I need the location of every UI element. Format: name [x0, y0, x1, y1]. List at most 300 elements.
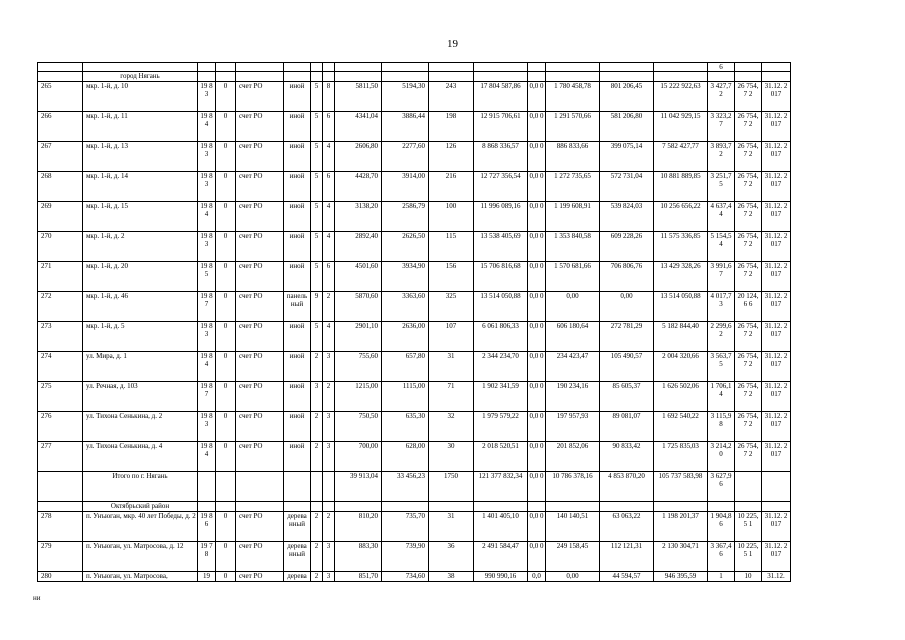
cell-cost: 13 538 405,69	[474, 232, 528, 262]
total-area1: 39 913,04	[335, 472, 382, 502]
cell-cost: 1 401 405,10	[474, 512, 528, 542]
cell-a2: 657,80	[382, 352, 429, 382]
housing-register-table	[37, 62, 791, 582]
cell-mat: иной	[284, 412, 311, 442]
cell-n: 278	[38, 512, 83, 542]
cell-c3: 1 570 681,66	[546, 262, 600, 292]
cell-c5: 10 881 889,85	[654, 172, 708, 202]
cell-addr: мкр. 1-й, д. 20	[83, 262, 198, 292]
cell-fund: счет РО	[236, 292, 284, 322]
table-row	[38, 512, 791, 542]
cell-c4: 105 490,57	[600, 352, 654, 382]
cell-date: 31.12. 2017	[762, 172, 791, 202]
cell-c5: 2 004 320,66	[654, 352, 708, 382]
cell-c3: 0,00	[546, 572, 600, 582]
cell-fund: счет РО	[236, 262, 284, 292]
cell-date: 31.12. 2017	[762, 412, 791, 442]
cell-fund: счет РО	[236, 172, 284, 202]
cell-c2: 0,0 0	[528, 412, 546, 442]
cell-a2: 3363,60	[382, 292, 429, 322]
cell-c2: 0,0 0	[528, 292, 546, 322]
cell-p: 216	[429, 172, 474, 202]
cell-c2: 0,0 0	[528, 142, 546, 172]
footer-text: ни	[33, 594, 41, 602]
cell-year: 19 83	[198, 82, 216, 112]
cell-c4: 112 121,31	[600, 542, 654, 572]
cell-fl: 5	[311, 112, 323, 142]
cell-year: 19 86	[198, 512, 216, 542]
cell-c4: 63 063,22	[600, 512, 654, 542]
cell-z: 0	[216, 292, 236, 322]
cell-mat: дерева	[284, 572, 311, 582]
cell-n: 276	[38, 412, 83, 442]
cell-mat: иной	[284, 232, 311, 262]
cell-mat: иной	[284, 262, 311, 292]
cell-z: 0	[216, 142, 236, 172]
cell-fl: 2	[311, 412, 323, 442]
table-row	[38, 572, 791, 582]
cell-a1: 750,50	[335, 412, 382, 442]
total-c4: 4 853 870,20	[600, 472, 654, 502]
cell-en: 2	[323, 512, 335, 542]
cell-c3: 1 199 608,91	[546, 202, 600, 232]
cell-a1: 3138,20	[335, 202, 382, 232]
cell-mat: дерева нный	[284, 542, 311, 572]
total-cost: 121 377 832,34	[474, 472, 528, 502]
cell-fl: 3	[311, 382, 323, 412]
cell-cost: 1 979 579,22	[474, 412, 528, 442]
cell-addr: ул. Тихона Сенькина, д. 2	[83, 412, 198, 442]
cell-year: 19 84	[198, 202, 216, 232]
cell-p: 30	[429, 442, 474, 472]
cell-cost: 2 344 234,70	[474, 352, 528, 382]
cell-mat: иной	[284, 172, 311, 202]
section-row	[38, 502, 791, 512]
table-row	[38, 352, 791, 382]
cell-a2: 3914,00	[382, 172, 429, 202]
cell-year: 19	[198, 572, 216, 582]
cell-p: 325	[429, 292, 474, 322]
cell-p: 198	[429, 112, 474, 142]
cell-year: 19 87	[198, 382, 216, 412]
page-number: 19	[447, 38, 458, 50]
cell-cost: 17 804 587,86	[474, 82, 528, 112]
cell-c5: 1 692 540,22	[654, 412, 708, 442]
cell-a2: 2277,60	[382, 142, 429, 172]
cell-p: 243	[429, 82, 474, 112]
cell-c6: 3 115,9 8	[708, 412, 735, 442]
cell-date: 31.12. 2017	[762, 262, 791, 292]
cell-cost: 15 706 816,68	[474, 262, 528, 292]
cell-a1: 700,00	[335, 442, 382, 472]
table-row	[38, 142, 791, 172]
cell-cost: 2 018 520,51	[474, 442, 528, 472]
cell-z: 0	[216, 512, 236, 542]
cell-year: 19 83	[198, 412, 216, 442]
cell-c6: 3 367,4 6	[708, 542, 735, 572]
cell-c3: 140 140,51	[546, 512, 600, 542]
cell-a1: 2892,40	[335, 232, 382, 262]
cell-c7: 10 225,5 1	[735, 542, 762, 572]
cell-a2: 3934,90	[382, 262, 429, 292]
cell-mat: иной	[284, 352, 311, 382]
cell-n: 266	[38, 112, 83, 142]
cell-c5: 2 130 304,71	[654, 542, 708, 572]
cell-c7: 10	[735, 572, 762, 582]
cell-c2: 0,0 0	[528, 512, 546, 542]
cell-c7: 26 754,7 2	[735, 262, 762, 292]
total-row	[38, 472, 791, 502]
cell-c4: 572 731,04	[600, 172, 654, 202]
cell-p: 31	[429, 512, 474, 542]
cell-fl: 5	[311, 202, 323, 232]
cell-c6: 3 323,2 7	[708, 112, 735, 142]
cell-p: 126	[429, 142, 474, 172]
cell-n: 273	[38, 322, 83, 352]
cell-n: 280	[38, 572, 83, 582]
cell-z: 0	[216, 112, 236, 142]
cell-z: 0	[216, 542, 236, 572]
cell-year: 19 84	[198, 352, 216, 382]
cell-c5: 1 725 835,03	[654, 442, 708, 472]
cell-a1: 4341,04	[335, 112, 382, 142]
section-row	[38, 72, 791, 82]
cell-c2: 0,0 0	[528, 202, 546, 232]
cell-c7: 26 754,7 2	[735, 202, 762, 232]
cell-c6: 3 893,7 2	[708, 142, 735, 172]
cell-fl: 9	[311, 292, 323, 322]
cell-c7: 26 754,7 2	[735, 112, 762, 142]
cell-z: 0	[216, 442, 236, 472]
cell-en: 4	[323, 142, 335, 172]
cell-date: 31.12. 2017	[762, 292, 791, 322]
cell-en: 3	[323, 542, 335, 572]
table-row	[38, 412, 791, 442]
cell-z: 0	[216, 412, 236, 442]
cell-c5: 1 626 502,06	[654, 382, 708, 412]
cell-c5: 5 182 844,40	[654, 322, 708, 352]
cell-c4: 609 228,26	[600, 232, 654, 262]
cell-c4: 706 806,76	[600, 262, 654, 292]
cell-c4: 90 833,42	[600, 442, 654, 472]
cell-mat: иной	[284, 202, 311, 232]
cell-mat: иной	[284, 382, 311, 412]
cell-fund: счет РО	[236, 382, 284, 412]
cell-en: 6	[323, 172, 335, 202]
cell-en: 2	[323, 292, 335, 322]
cell-addr: мкр. 1-й, д. 15	[83, 202, 198, 232]
cell-year: 19 83	[198, 232, 216, 262]
cell-year: 19 84	[198, 442, 216, 472]
cell-a1: 851,70	[335, 572, 382, 582]
table-row	[38, 292, 791, 322]
cell-z: 0	[216, 322, 236, 352]
cell-fund: счет РО	[236, 412, 284, 442]
cell-c2: 0,0 0	[528, 82, 546, 112]
cell-c5: 1 198 201,37	[654, 512, 708, 542]
cell-a2: 5194,30	[382, 82, 429, 112]
cell-c2: 0,0 0	[528, 352, 546, 382]
cell-p: 107	[429, 322, 474, 352]
cell-n: 271	[38, 262, 83, 292]
cell-fund: счет РО	[236, 202, 284, 232]
cell-fund: счет РО	[236, 142, 284, 172]
cell-mat: дерева нный	[284, 512, 311, 542]
cell-c7: 20 124,6 6	[735, 292, 762, 322]
cell-c7: 26 754,7 2	[735, 382, 762, 412]
cell-cost: 1 902 341,59	[474, 382, 528, 412]
cell-c5: 7 582 427,77	[654, 142, 708, 172]
cell-a2: 3886,44	[382, 112, 429, 142]
cell-c3: 190 234,16	[546, 382, 600, 412]
cell-addr: мкр. 1-й, д. 13	[83, 142, 198, 172]
cell-fund: счет РО	[236, 352, 284, 382]
cell-p: 115	[429, 232, 474, 262]
cell-en: 4	[323, 322, 335, 352]
cell-p: 31	[429, 352, 474, 382]
cell-date: 31.12. 2017	[762, 442, 791, 472]
cell-addr: п. Унъюган, ул. Матросова, д. 12	[83, 542, 198, 572]
cell-fund: счет РО	[236, 82, 284, 112]
cell-a1: 5870,60	[335, 292, 382, 322]
cell-z: 0	[216, 82, 236, 112]
cell-addr: мкр. 1-й, д. 11	[83, 112, 198, 142]
cell-a1: 755,60	[335, 352, 382, 382]
cell-cost: 990 990,16	[474, 572, 528, 582]
cell-addr: п. Унъюган, мкр. 40 лет Победы, д. 2	[83, 512, 198, 542]
cell-addr: мкр. 1-й, д. 46	[83, 292, 198, 322]
cell-a1: 883,30	[335, 542, 382, 572]
cell-year: 19 83	[198, 172, 216, 202]
cell-c7: 26 754,7 2	[735, 352, 762, 382]
cell-z: 0	[216, 172, 236, 202]
cell-c7: 10 225,5 1	[735, 512, 762, 542]
cell-c2: 0,0 0	[528, 112, 546, 142]
cell-z: 0	[216, 232, 236, 262]
cell-c2: 0,0	[528, 572, 546, 582]
header-cell: 6	[708, 63, 735, 72]
cell-date: 31.12. 2017	[762, 82, 791, 112]
cell-a2: 635,30	[382, 412, 429, 442]
cell-c4: 0,00	[600, 292, 654, 322]
cell-a2: 734,60	[382, 572, 429, 582]
cell-c2: 0,0 0	[528, 542, 546, 572]
cell-date: 31.12. 2017	[762, 202, 791, 232]
cell-a2: 735,70	[382, 512, 429, 542]
total-c5: 105 737 583,98	[654, 472, 708, 502]
cell-date: 31.12. 2017	[762, 542, 791, 572]
cell-year: 19 84	[198, 112, 216, 142]
cell-fund: счет РО	[236, 512, 284, 542]
cell-c2: 0,0 0	[528, 262, 546, 292]
cell-c5: 10 256 656,22	[654, 202, 708, 232]
cell-a1: 1215,00	[335, 382, 382, 412]
cell-c2: 0,0 0	[528, 322, 546, 352]
cell-c6: 4 017,7 3	[708, 292, 735, 322]
cell-c3: 197 957,93	[546, 412, 600, 442]
table-row	[38, 112, 791, 142]
cell-fl: 2	[311, 442, 323, 472]
cell-cost: 2 491 584,47	[474, 542, 528, 572]
cell-c3: 1 272 735,65	[546, 172, 600, 202]
cell-fl: 2	[311, 352, 323, 382]
cell-mat: панель ный	[284, 292, 311, 322]
cell-mat: иной	[284, 442, 311, 472]
cell-date: 31.12.	[762, 572, 791, 582]
cell-en: 4	[323, 202, 335, 232]
cell-n: 272	[38, 292, 83, 322]
cell-date: 31.12. 2017	[762, 352, 791, 382]
cell-c3: 1 353 840,58	[546, 232, 600, 262]
cell-en: 3	[323, 442, 335, 472]
cell-c6: 1 904,8 6	[708, 512, 735, 542]
table-row	[38, 232, 791, 262]
cell-a2: 2636,00	[382, 322, 429, 352]
cell-mat: иной	[284, 322, 311, 352]
cell-cost: 8 868 336,57	[474, 142, 528, 172]
cell-c5: 11 042 929,15	[654, 112, 708, 142]
cell-addr: ул. Тихона Сенькина, д. 4	[83, 442, 198, 472]
cell-c6: 3 427,7 2	[708, 82, 735, 112]
cell-n: 265	[38, 82, 83, 112]
cell-en: 2	[323, 382, 335, 412]
cell-fl: 2	[311, 572, 323, 582]
cell-c6: 1 706,1 4	[708, 382, 735, 412]
cell-date: 31.12. 2017	[762, 512, 791, 542]
cell-en: 6	[323, 262, 335, 292]
total-people: 1750	[429, 472, 474, 502]
cell-mat: иной	[284, 142, 311, 172]
cell-en: 6	[323, 112, 335, 142]
section-title: город Нягань	[83, 72, 198, 82]
cell-c3: 201 852,06	[546, 442, 600, 472]
cell-c7: 26 754,7 2	[735, 232, 762, 262]
table-row	[38, 322, 791, 352]
cell-a1: 4428,70	[335, 172, 382, 202]
table-row	[38, 442, 791, 472]
cell-c5: 15 222 922,63	[654, 82, 708, 112]
cell-c2: 0,0 0	[528, 232, 546, 262]
cell-c3: 249 158,45	[546, 542, 600, 572]
cell-cost: 12 727 356,54	[474, 172, 528, 202]
cell-c6: 2 299,6 2	[708, 322, 735, 352]
cell-c4: 89 081,07	[600, 412, 654, 442]
cell-a1: 2901,10	[335, 322, 382, 352]
cell-addr: мкр. 1-й, д. 2	[83, 232, 198, 262]
cell-c2: 0,0 0	[528, 442, 546, 472]
cell-date: 31.12. 2017	[762, 232, 791, 262]
cell-p: 156	[429, 262, 474, 292]
cell-en: 8	[323, 82, 335, 112]
cell-fl: 5	[311, 142, 323, 172]
cell-addr: ул. Речная, д. 103	[83, 382, 198, 412]
cell-cost: 13 514 050,88	[474, 292, 528, 322]
table-row	[38, 542, 791, 572]
cell-z: 0	[216, 382, 236, 412]
cell-fund: счет РО	[236, 442, 284, 472]
cell-fund: счет РО	[236, 322, 284, 352]
cell-n: 270	[38, 232, 83, 262]
cell-addr: мкр. 1-й, д. 14	[83, 172, 198, 202]
table-row	[38, 82, 791, 112]
cell-a2: 1115,00	[382, 382, 429, 412]
cell-fund: счет РО	[236, 542, 284, 572]
cell-c3: 1 291 570,66	[546, 112, 600, 142]
cell-a1: 4501,60	[335, 262, 382, 292]
cell-c6: 3 214,2 0	[708, 442, 735, 472]
cell-c2: 0,0 0	[528, 382, 546, 412]
cell-c4: 272 781,29	[600, 322, 654, 352]
cell-c6: 4 637,4 4	[708, 202, 735, 232]
cell-c4: 581 206,80	[600, 112, 654, 142]
cell-n: 275	[38, 382, 83, 412]
cell-c5: 11 575 336,85	[654, 232, 708, 262]
cell-year: 19 78	[198, 542, 216, 572]
cell-c7: 26 754,7 2	[735, 82, 762, 112]
cell-z: 0	[216, 262, 236, 292]
cell-fl: 5	[311, 232, 323, 262]
cell-c4: 44 594,57	[600, 572, 654, 582]
cell-n: 268	[38, 172, 83, 202]
cell-c3: 886 833,66	[546, 142, 600, 172]
cell-date: 31.12. 2017	[762, 142, 791, 172]
cell-cost: 11 996 089,16	[474, 202, 528, 232]
cell-mat: иной	[284, 112, 311, 142]
table-row	[38, 382, 791, 412]
cell-fl: 2	[311, 542, 323, 572]
table-row	[38, 172, 791, 202]
header-row	[38, 63, 791, 72]
total-area2: 33 456,23	[382, 472, 429, 502]
cell-a1: 810,20	[335, 512, 382, 542]
cell-p: 38	[429, 572, 474, 582]
cell-fund: счет РО	[236, 572, 284, 582]
total-c3: 10 786 378,16	[546, 472, 600, 502]
cell-c3: 606 180,64	[546, 322, 600, 352]
cell-c6: 3 251,7 5	[708, 172, 735, 202]
cell-en: 3	[323, 412, 335, 442]
cell-p: 100	[429, 202, 474, 232]
cell-year: 19 83	[198, 142, 216, 172]
cell-c7: 26 754,7 2	[735, 412, 762, 442]
cell-fl: 5	[311, 262, 323, 292]
cell-en: 3	[323, 352, 335, 382]
cell-addr: мкр. 1-й, д. 5	[83, 322, 198, 352]
cell-c4: 399 075,14	[600, 142, 654, 172]
cell-en: 4	[323, 232, 335, 262]
cell-z: 0	[216, 202, 236, 232]
total-c2: 0,0 0	[528, 472, 546, 502]
cell-cost: 12 915 706,61	[474, 112, 528, 142]
cell-p: 36	[429, 542, 474, 572]
cell-mat: иной	[284, 82, 311, 112]
cell-addr: п. Унъюган, ул. Матросова,	[83, 572, 198, 582]
cell-fl: 5	[311, 82, 323, 112]
cell-c7: 26 754,7 2	[735, 322, 762, 352]
cell-fl: 2	[311, 512, 323, 542]
cell-c7: 26 754,7 2	[735, 172, 762, 202]
cell-c2: 0,0 0	[528, 172, 546, 202]
cell-c5: 13 429 328,26	[654, 262, 708, 292]
cell-z: 0	[216, 572, 236, 582]
cell-n: 279	[38, 542, 83, 572]
cell-c4: 85 605,37	[600, 382, 654, 412]
cell-p: 32	[429, 412, 474, 442]
cell-date: 31.12. 2017	[762, 382, 791, 412]
cell-fund: счет РО	[236, 232, 284, 262]
cell-fl: 5	[311, 322, 323, 352]
table-row	[38, 262, 791, 292]
